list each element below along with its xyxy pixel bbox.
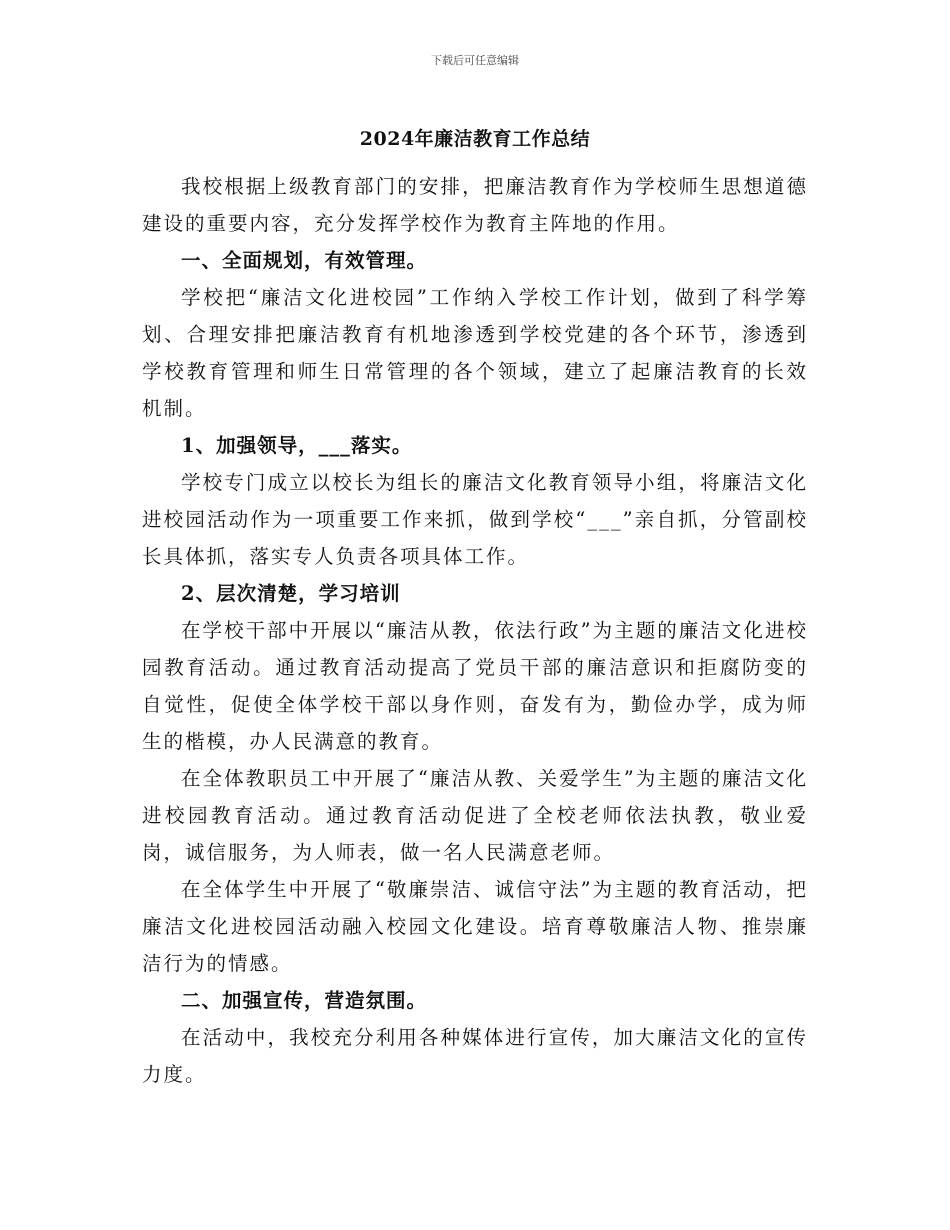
document-title: 2024年廉洁教育工作总结 [359, 128, 591, 150]
section-1-paragraph: 学校把“廉洁文化进校园”工作纳入学校工作计划，做到了科学筹划、合理安排把廉洁教育有机地渗透到学校党建的各个环节，渗透到学校教育管理和师生日常管理的各个领域，建立了起廉洁教育的长效机制。 [142, 286, 808, 420]
document-body [142, 168, 808, 1093]
section-heading-1: 一、全面规划，有效管理。 [181, 249, 428, 272]
intro-paragraph: 我校根据上级教育部门的安排，把廉洁教育作为学校师生思想道德建设的重要内容，充分发挥学校作为教育主阵地的作用。 [142, 175, 808, 235]
student-education-paragraph: 在全体学生中开展了“敬廉崇洁、诚信守法”为主题的教育活动，把廉洁文化进校园活动融入校园文化建设。培育尊敬廉洁人物、推崇廉洁行为的情感。 [142, 878, 808, 975]
page-header-note: 下载后可任意编辑 [431, 54, 519, 67]
staff-education-paragraph: 在全体教职员工中开展了“廉洁从教、关爱学生”为主题的廉洁文化进校园教育活动。通过教育活动促进了全校老师依法执教，敬业爱岗，诚信服务，为人师表，做一名人民满意老师。 [142, 767, 808, 864]
subsection-heading-1-2: 2、层次清楚，学习培训 [181, 582, 401, 605]
subsection-heading-1-1: 1、加强领导，___落实。 [181, 434, 413, 457]
section-2-paragraph: 在活动中，我校充分利用各种媒体进行宣传，加大廉洁文化的宣传力度。 [142, 1026, 808, 1086]
section-heading-2: 二、加强宣传，营造氛围。 [181, 989, 428, 1012]
cadre-education-paragraph: 在学校干部中开展以“廉洁从教，依法行政”为主题的廉洁文化进校园教育活动。通过教育活动提高了党员干部的廉洁意识和拒腐防变的自觉性，促使全体学校干部以身作则，奋发有为，勤俭办学，成为师生的楷模，办人民满意的教育。 [142, 619, 808, 753]
subsection-1-1-paragraph: 学校专门成立以校长为组长的廉洁文化教育领导小组，将廉洁文化进校园活动作为一项重要工作来抓，做到学校“___”亲自抓，分管副校长具体抓，落实专人负责各项具体工作。 [142, 471, 808, 568]
